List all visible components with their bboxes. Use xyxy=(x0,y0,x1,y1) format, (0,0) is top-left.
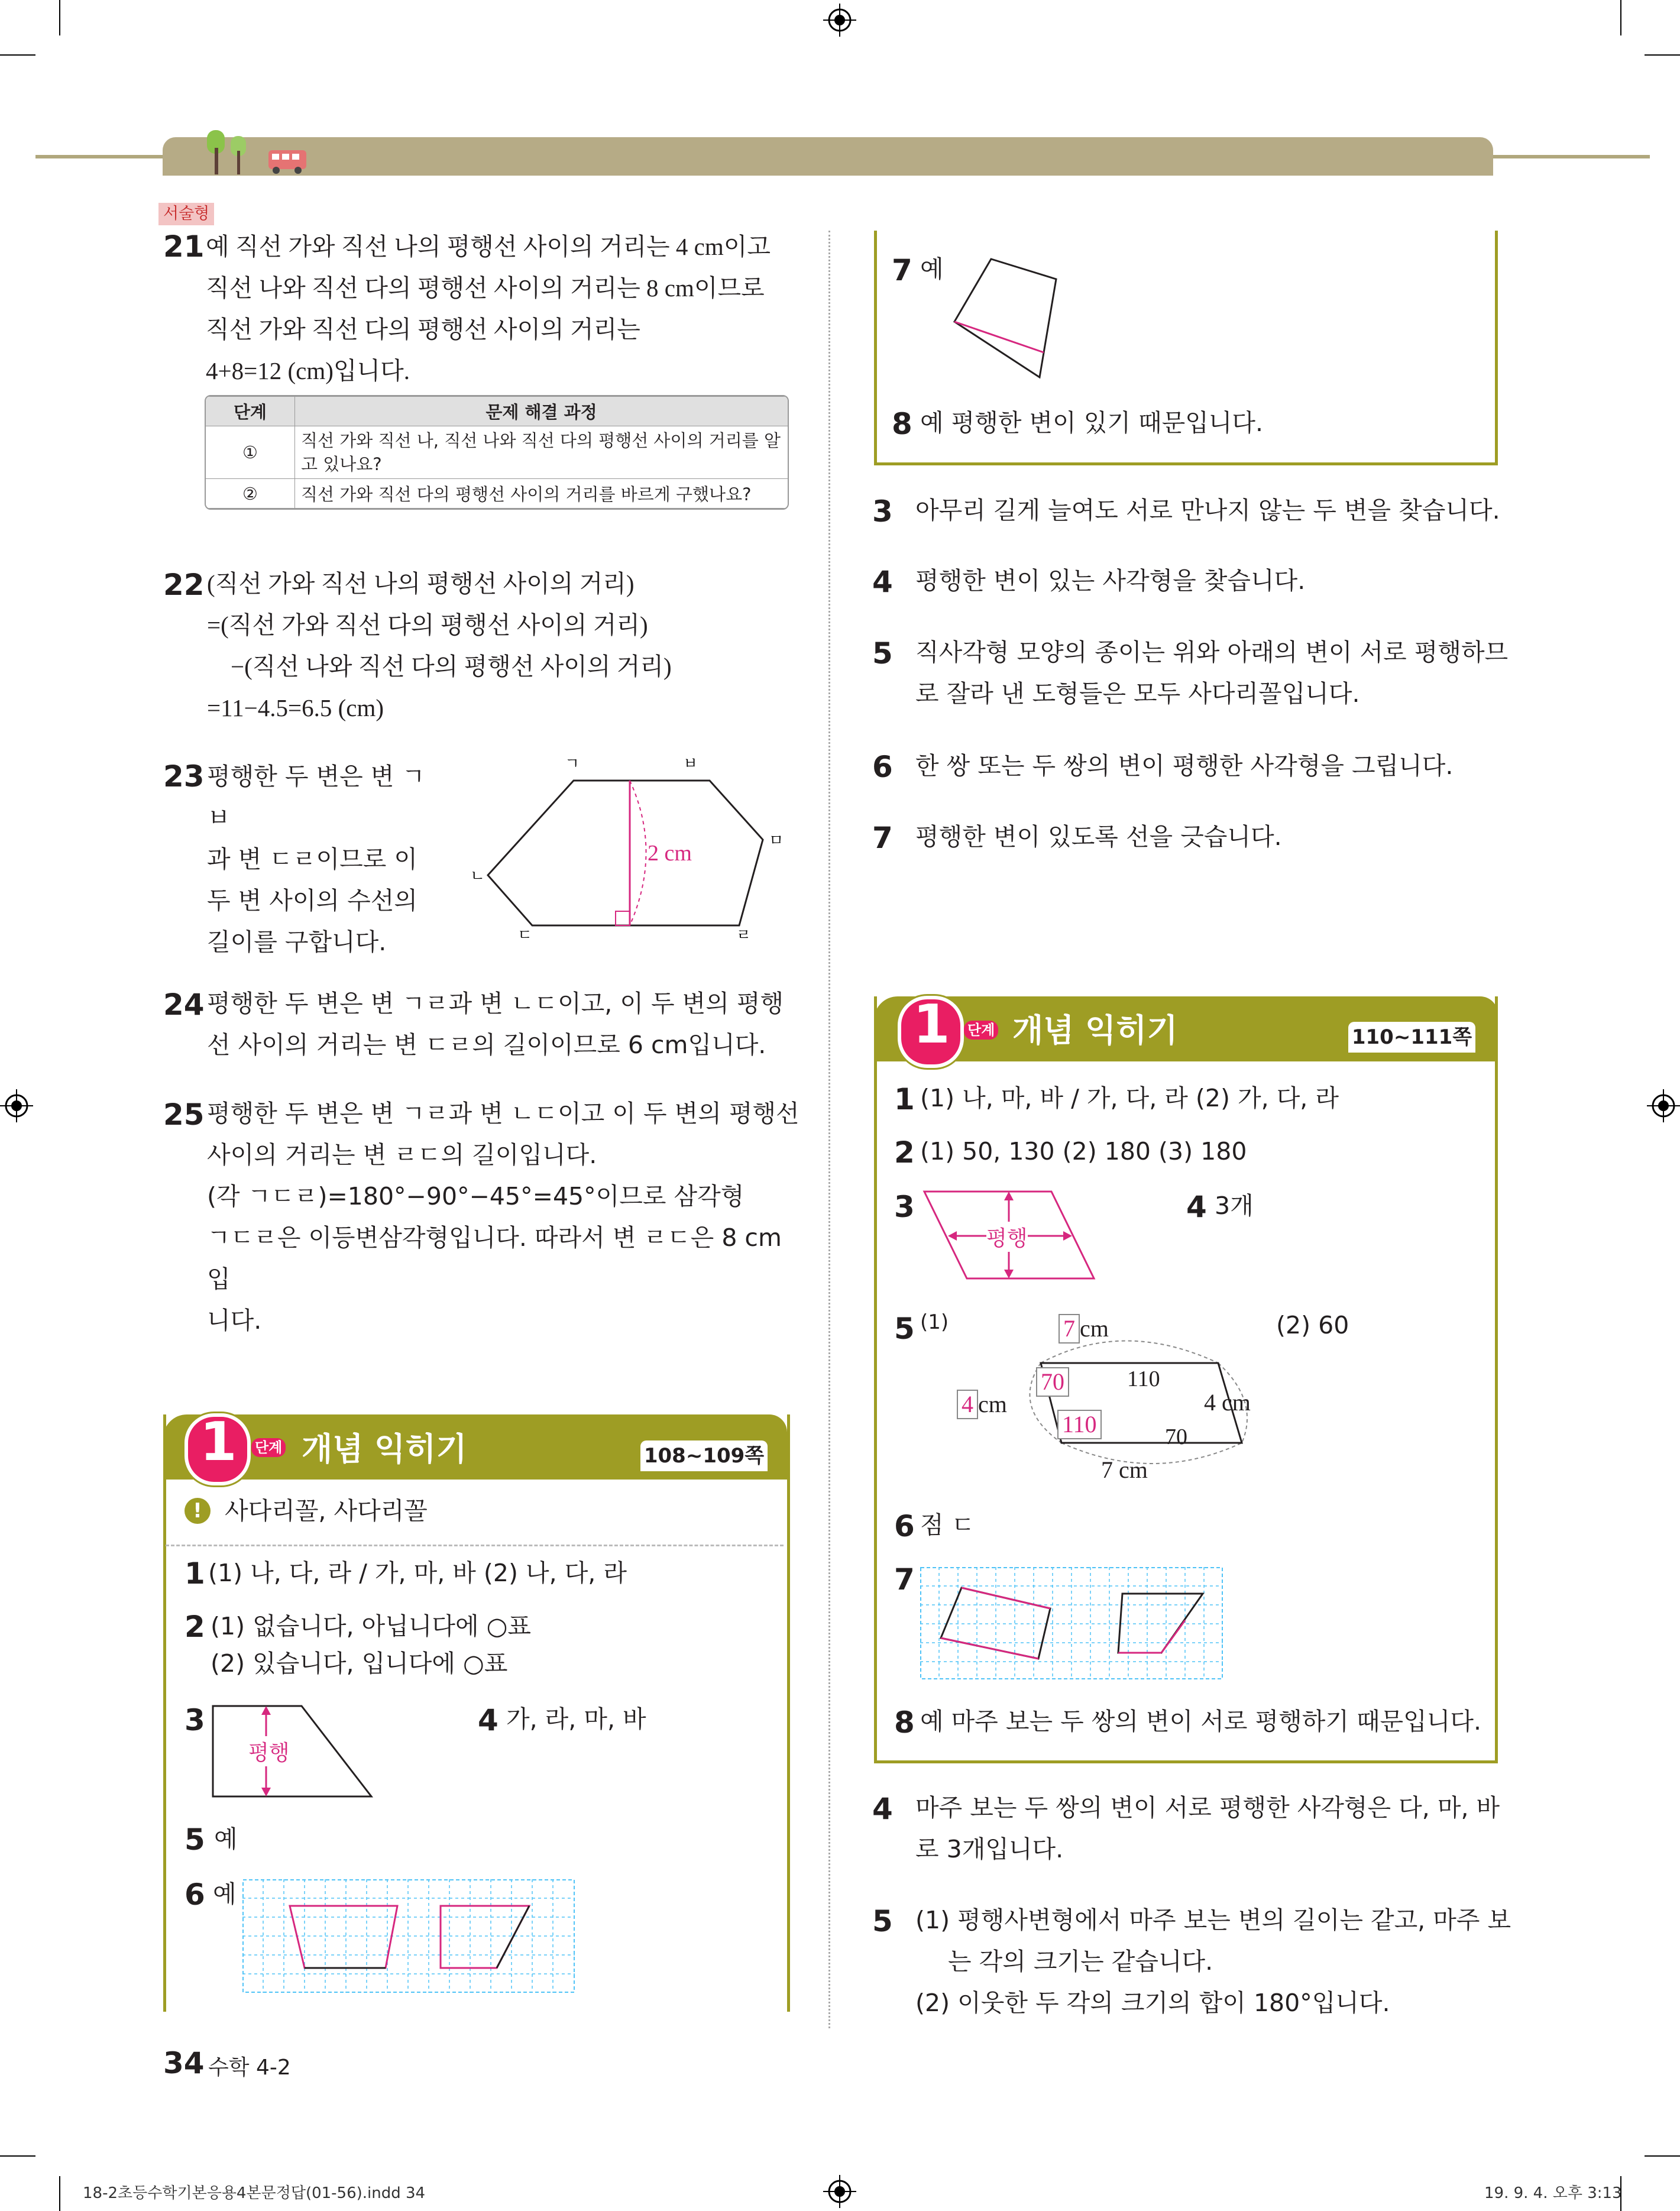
rubric-text: 직선 가와 직선 나, 직선 나와 직선 다의 평행선 사이의 거리를 알고 있나요? xyxy=(295,426,788,479)
question-number: 22 xyxy=(163,568,205,602)
text-line: =(직선 가와 직선 다의 평행선 사이의 거리) xyxy=(207,611,648,639)
text-line: 로 잘라 낸 도형들은 모두 사다리꼴입니다. xyxy=(915,679,1360,708)
text-line: 직선 나와 직선 다의 평행선 사이의 거리는 8 cm이므로 xyxy=(206,274,765,302)
answer-text: (1) 나, 다, 라 / 가, 마, 바 (2) 나, 다, 라 xyxy=(208,1559,627,1587)
vertex-label: ㅂ xyxy=(683,757,698,773)
text-line: 선 사이의 거리는 변 ㄷㄹ의 길이이므로 6 cm입니다. xyxy=(207,1031,766,1059)
text-line: 과 변 ㄷㄹ이므로 이 xyxy=(207,845,417,873)
rubric-col-process: 문제 해결 과정 xyxy=(295,397,788,426)
bus-icon xyxy=(267,147,309,176)
answer-box: 70 xyxy=(1036,1367,1069,1397)
pages-badge: 108~109쪽 xyxy=(640,1440,768,1471)
rubric-step: ② xyxy=(206,479,295,509)
rubric-step: ① xyxy=(206,426,295,479)
registration-mark-icon xyxy=(1647,1089,1680,1122)
grid-drawing xyxy=(920,1567,1223,1679)
vertex-label: ㄴ xyxy=(470,867,485,885)
answer-number: 2 xyxy=(184,1610,205,1644)
answer-text: 점 ㄷ xyxy=(920,1511,975,1539)
top-side-value xyxy=(1059,1314,1109,1344)
explanation-text: 평행한 변이 있도록 선을 긋습니다. xyxy=(915,823,1282,851)
answer-number: 1 xyxy=(184,1556,205,1591)
answer-text: 예 xyxy=(920,255,944,283)
column-divider xyxy=(828,231,830,2028)
crop-mark xyxy=(59,2176,60,2211)
text-line: 평행한 두 변은 변 ㄱㄹ과 변 ㄴㄷ이고, 이 두 변의 평행 xyxy=(207,989,784,1018)
answer-box: 110 xyxy=(1057,1410,1102,1439)
answer-number: 3 xyxy=(894,1190,915,1224)
crop-mark xyxy=(1620,0,1621,35)
question-number: 24 xyxy=(163,988,205,1022)
registration-mark-icon xyxy=(823,2175,856,2208)
explanation-text: 한 쌍 또는 두 쌍의 변이 평행한 사각형을 그립니다. xyxy=(915,752,1454,780)
stage-number: 1 xyxy=(913,993,950,1056)
parallel-label: 평행 xyxy=(986,1222,1028,1252)
answer-number: 4 xyxy=(1186,1190,1207,1224)
print-date: 19. 9. 4. 오후 3:13 xyxy=(1484,2184,1622,2202)
tip-text: 사다리꼴, 사다리꼴 xyxy=(225,1497,428,1525)
pages-badge: 110~111쪽 xyxy=(1348,1022,1475,1053)
stage-word: 단계 xyxy=(964,1021,998,1040)
crop-mark xyxy=(1645,2155,1680,2157)
text-line: 직사각형 모양의 종이는 위와 아래의 변이 서로 평행하므 xyxy=(915,638,1509,666)
crop-mark xyxy=(1645,54,1680,56)
text-line: 평행한 두 변은 변 ㄱㅂ xyxy=(207,762,425,832)
text-line: 니다. xyxy=(207,1306,262,1335)
text-line: (1) 평행사변형에서 마주 보는 변의 길이는 같고, 마주 보 xyxy=(915,1906,1511,1934)
q25-answer xyxy=(207,1093,804,1341)
vertex-label: ㄹ xyxy=(736,927,752,944)
angle-box xyxy=(1057,1410,1102,1439)
registration-mark-icon xyxy=(0,1089,33,1122)
question-number: 25 xyxy=(163,1098,205,1132)
section-title: 개념 익히기 xyxy=(1012,1012,1178,1049)
rubric-text: 직선 가와 직선 다의 평행선 사이의 거리를 바르게 구했나요? xyxy=(295,479,788,509)
answer-text: (2) 있습니다, 입니다에 ○표 xyxy=(211,1649,508,1678)
rubric-col-step: 단계 xyxy=(206,397,295,426)
answer-text: 예 마주 보는 두 쌍의 변이 서로 평행하기 때문입니다. xyxy=(920,1707,1482,1736)
question-number: 21 xyxy=(163,229,205,264)
q21-answer xyxy=(206,226,797,391)
hexagon-figure xyxy=(461,757,792,946)
unit-label: cm xyxy=(1080,1315,1109,1342)
exclamation-icon: ! xyxy=(184,1498,211,1524)
answer-number: 8 xyxy=(894,1705,915,1740)
subject-label: 수학 4-2 xyxy=(208,2055,291,2080)
explanation-text xyxy=(915,1787,1500,1870)
tree-icon xyxy=(195,124,260,177)
answer-number: 2 xyxy=(894,1135,915,1170)
question-number: 4 xyxy=(872,1792,893,1826)
angle-label: 110 xyxy=(1127,1367,1160,1391)
grid-drawing xyxy=(242,1879,575,1993)
quadrilateral-figure xyxy=(946,253,1064,383)
text-line: 사이의 거리는 변 ㄹㄷ의 길이입니다. xyxy=(207,1141,597,1169)
stage-number: 1 xyxy=(200,1411,237,1473)
explanation-text xyxy=(915,1899,1511,2024)
explanation-text: 아무리 길게 늘여도 서로 만나지 않는 두 변을 찾습니다. xyxy=(915,496,1500,525)
text-line: 예 직선 가와 직선 나의 평행선 사이의 거리는 4 cm이고 xyxy=(206,233,771,260)
vertex-label: ㅁ xyxy=(769,832,784,850)
answer-text: (1) 나, 마, 바 / 가, 다, 라 (2) 가, 다, 라 xyxy=(920,1084,1339,1112)
answer-text: 3개 xyxy=(1215,1192,1254,1220)
text-line: ㄱㄷㄹ은 이등변삼각형입니다. 따라서 변 ㄹㄷ은 8 cm입 xyxy=(207,1223,782,1293)
text-line: (2) 이웃한 두 각의 크기의 합이 180°입니다. xyxy=(915,1989,1390,2017)
text-line: 두 변 사이의 수선의 xyxy=(207,886,417,915)
vertex-label: ㄱ xyxy=(565,757,580,773)
right-side-label: 4 cm xyxy=(1204,1389,1251,1416)
bottom-side-label: 7 cm xyxy=(1101,1456,1148,1483)
answer-text: (1) 없습니다, 아닙니다에 ○표 xyxy=(211,1612,532,1640)
answer-number: 8 xyxy=(892,407,912,441)
text-line: 직선 가와 직선 다의 평행선 사이의 거리는 xyxy=(206,316,640,343)
text-line: (직선 가와 직선 나의 평행선 사이의 거리) xyxy=(207,570,635,597)
question-number: 7 xyxy=(872,821,893,855)
text-line: =11−4.5=6.5 (cm) xyxy=(207,694,384,721)
answer-number: 6 xyxy=(184,1877,205,1912)
dimension-label: 2 cm xyxy=(648,841,692,866)
explanation-text: 평행한 변이 있는 사각형을 찾습니다. xyxy=(915,566,1306,595)
answer-number: 5 xyxy=(894,1312,915,1346)
text-line: 마주 보는 두 쌍의 변이 서로 평행한 사각형은 다, 마, 바 xyxy=(915,1794,1500,1822)
section-title: 개념 익히기 xyxy=(302,1430,467,1468)
q23-answer xyxy=(207,756,444,963)
answer-number: 4 xyxy=(478,1703,499,1737)
header-tab xyxy=(163,137,1493,176)
answer-text: 가, 라, 마, 바 xyxy=(506,1705,646,1733)
page-number: 34 xyxy=(163,2046,205,2080)
text-line: −(직선 나와 직선 다의 평행선 사이의 거리) xyxy=(231,653,672,680)
parallel-label: 평행 xyxy=(248,1736,290,1766)
question-number: 4 xyxy=(872,565,893,599)
answer-number: 1 xyxy=(894,1082,915,1116)
question-number: 23 xyxy=(163,759,205,794)
answer-box: 7 xyxy=(1059,1314,1080,1344)
text-line: 로 3개입니다. xyxy=(915,1835,1064,1863)
answer-text: 예 xyxy=(214,1825,238,1853)
text-line: 는 각의 크기는 같습니다. xyxy=(948,1947,1213,1976)
question-number: 5 xyxy=(872,636,893,671)
text-line: 4+8=12 (cm)입니다. xyxy=(206,357,410,384)
explanation-text xyxy=(915,632,1508,714)
file-name: 18-2초등수학기본응용4본문정답(01-56).indd 34 xyxy=(83,2184,426,2202)
left-side-value xyxy=(957,1390,1007,1419)
question-number: 5 xyxy=(872,1904,893,1938)
answer-number: 6 xyxy=(894,1509,915,1543)
crop-mark xyxy=(0,2155,35,2157)
answer-number: 3 xyxy=(184,1703,205,1737)
descriptive-label: 서술형 xyxy=(158,203,214,225)
question-number: 6 xyxy=(872,750,893,784)
angle-box xyxy=(1036,1367,1069,1397)
text-line: 평행한 두 변은 변 ㄱㄹ과 변 ㄴㄷ이고 이 두 변의 평행선 xyxy=(207,1099,799,1128)
question-number: 3 xyxy=(872,494,893,529)
trapezoid-figure xyxy=(207,1703,378,1804)
answer-text: (1) 50, 130 (2) 180 (3) 180 xyxy=(920,1137,1247,1166)
answer-box: 4 xyxy=(957,1390,978,1419)
answer-text: 예 평행한 변이 있기 때문입니다. xyxy=(920,409,1264,437)
angle-label: 70 xyxy=(1165,1425,1187,1449)
stage-word: 단계 xyxy=(251,1438,286,1457)
q22-answer xyxy=(207,563,798,729)
text-line: 길이를 구합니다. xyxy=(207,928,387,956)
answer-number: 7 xyxy=(894,1562,915,1597)
unit-label: cm xyxy=(978,1391,1007,1417)
answer-number: 7 xyxy=(892,253,912,287)
crop-mark xyxy=(59,0,60,35)
answer-text: 예 xyxy=(213,1880,237,1908)
answer-part-label: (1) xyxy=(920,1310,949,1334)
registration-mark-icon xyxy=(823,4,856,37)
answer-number: 5 xyxy=(184,1822,205,1857)
text-line: (각 ㄱㄷㄹ)=180°−90°−45°=45°이므로 삼각형 xyxy=(207,1182,744,1210)
rubric-table xyxy=(205,395,789,510)
crop-mark xyxy=(0,54,35,56)
answer-text: (2) 60 xyxy=(1276,1311,1349,1339)
q24-answer xyxy=(207,983,804,1066)
vertex-label: ㄷ xyxy=(517,927,533,944)
